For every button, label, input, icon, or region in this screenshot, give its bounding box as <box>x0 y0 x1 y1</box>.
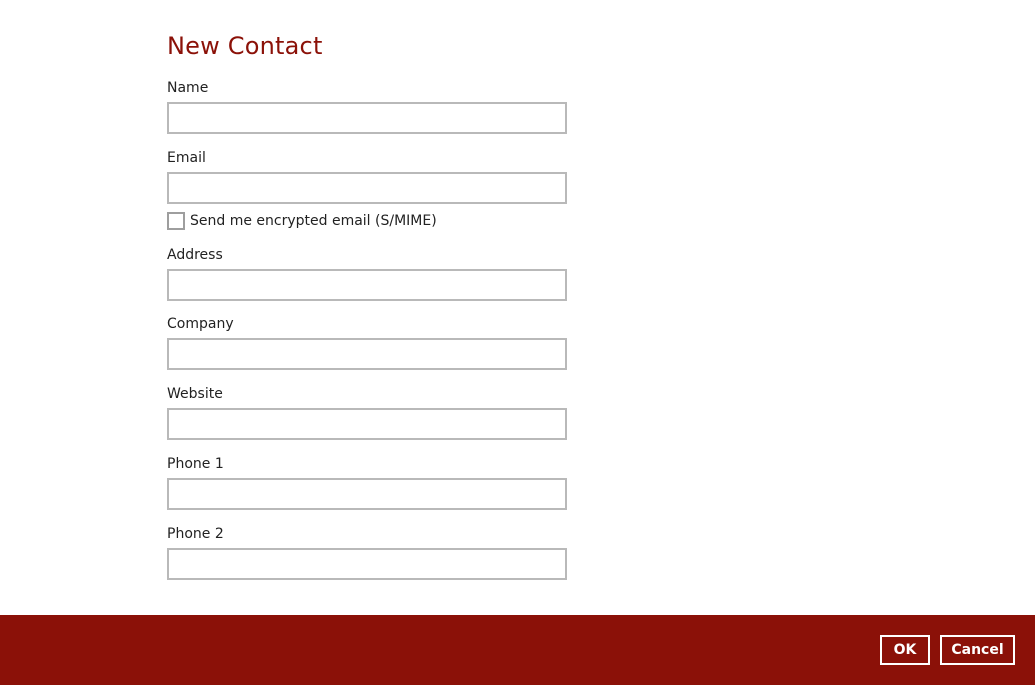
website-label: Website <box>167 386 223 402</box>
name-label: Name <box>167 80 209 96</box>
phone2-label: Phone 2 <box>167 526 224 542</box>
email-input[interactable] <box>167 172 567 204</box>
dialog-footer <box>0 615 1035 685</box>
smime-checkbox[interactable] <box>167 212 185 230</box>
phone1-input[interactable] <box>167 478 567 510</box>
cancel-button[interactable]: Cancel <box>940 635 1015 665</box>
smime-checkbox-label[interactable]: Send me encrypted email (S/MIME) <box>190 213 437 229</box>
email-label: Email <box>167 150 206 166</box>
company-input[interactable] <box>167 338 567 370</box>
name-input[interactable] <box>167 102 567 134</box>
company-label: Company <box>167 316 234 332</box>
page-title: New Contact <box>167 32 323 60</box>
phone1-label: Phone 1 <box>167 456 224 472</box>
address-label: Address <box>167 247 223 263</box>
website-input[interactable] <box>167 408 567 440</box>
ok-button[interactable]: OK <box>880 635 930 665</box>
smime-checkbox-row[interactable] <box>167 211 437 231</box>
phone2-input[interactable] <box>167 548 567 580</box>
address-input[interactable] <box>167 269 567 301</box>
